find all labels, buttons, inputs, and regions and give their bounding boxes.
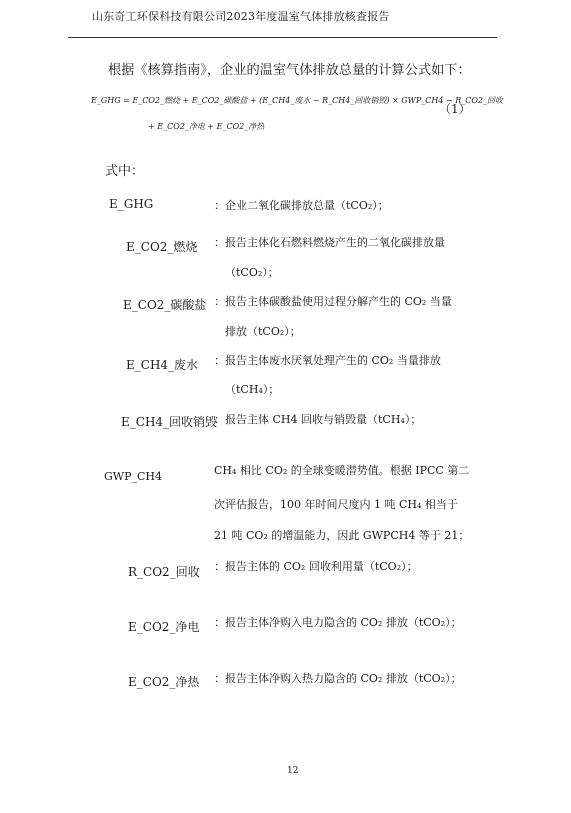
term-definition: CH₄ 相比 CO₂ 的全球变暖潜势值。根据 IPCC 第二 [214,464,470,477]
page-number: 12 [287,766,299,776]
term-definition: ：企业二氧化碳排放总量（tCO₂）； [214,199,389,212]
term-symbol: E_CO2_碳酸盐 [123,298,207,312]
formula-line-2: + E_CO2_净电 + E_CO2_净热 [148,122,265,131]
term-symbol: E_CO2_燃烧 [126,240,198,254]
page-header: 山东奇工环保科技有限公司2023年度温室气体排放核查报告 [92,10,390,23]
term-definition-cont: 次评估报告，100 年时间尺度内 1 吨 CH₄ 相当于 [214,498,458,511]
term-symbol: R_CO2_回收 [128,565,200,579]
term-symbol: GWP_CH4 [104,470,163,483]
header-rule [68,37,497,38]
term-symbol: E_CH4_回收销毁 [121,415,218,429]
term-definition-cont: （tCO₂）； [225,266,279,279]
intro-paragraph: 根据《核算指南》，企业的温室气体排放总量的计算公式如下： [108,63,471,78]
term-definition: ：报告主体净购入电力隐含的 CO₂ 排放（tCO₂）； [214,616,462,629]
where-label: 式中： [105,164,145,179]
term-definition: ：报告主体化石燃料燃烧产生的二氧化碳排放量 [214,236,445,249]
formula-line-1: E_GHG = E_CO2_燃烧 + E_CO2_碳酸盐 + (E_CH4_废水 − R_CH4_回收销毁) × GWP_CH4 − R_CO2_回收 [91,96,504,105]
term-definition-cont: （tCH₄）； [225,383,280,396]
term-definition: ：报告主体的 CO₂ 回收利用量（tCO₂）； [214,560,418,573]
term-symbol: E_CO2_净热 [128,675,200,689]
term-definition: ：报告主体 CH4 回收与销毁量（tCH₄）； [214,413,422,426]
term-symbol: E_GHG [109,197,154,211]
term-definition: ：报告主体净购入热力隐含的 CO₂ 排放（tCO₂）； [214,672,462,685]
term-definition: ：报告主体废水厌氧处理产生的 CO₂ 当量排放 [214,354,441,367]
term-symbol: E_CH4_废水 [126,358,199,372]
term-definition-cont: 21 吨 CO₂ 的增温能力，因此 GWPCH4 等于 21； [214,529,470,542]
term-definition-cont: 排放（tCO₂）； [225,325,301,338]
term-definition: ：报告主体碳酸盐使用过程分解产生的 CO₂ 当量 [214,295,452,308]
equation-number: （1） [439,102,471,116]
term-symbol: E_CO2_净电 [128,620,200,634]
